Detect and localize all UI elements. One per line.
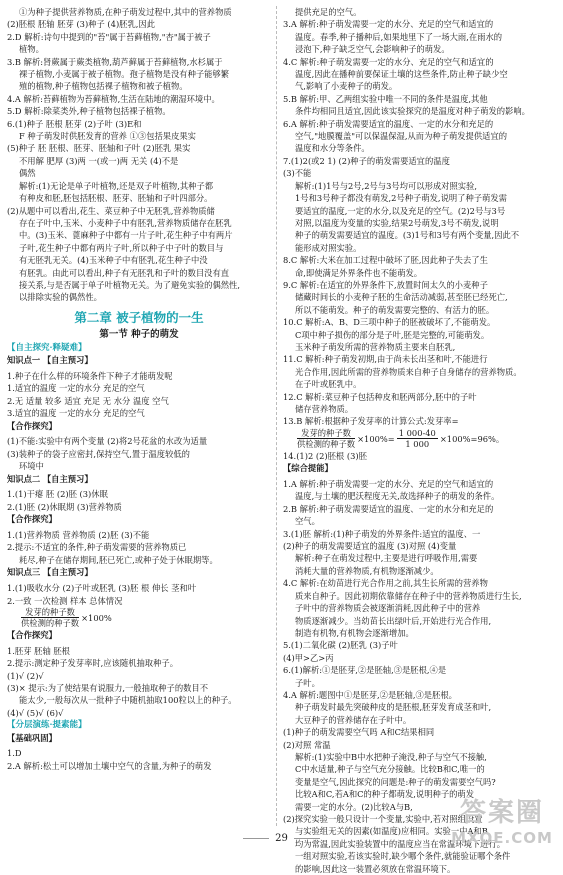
text-line: 有种皮和胚,胚包括胚根、胚芽、胚轴和子叶四部分。 [19,193,213,204]
text-line: (5)种子 胚 胚根、胚芽、胚轴和子叶 (2)胚乳 果实 [7,143,191,154]
basic-answers [7,747,271,772]
text-line: 11.C 解析:种子萌发初期,由于尚未长出茎和叶,不能进行 [283,354,488,365]
fraction-1 [297,428,355,449]
section-banner-practice: 【分层演练·提素能】 [7,720,87,731]
text-line: 的影响,因此这一装置必须放在常温环境下。 [295,863,456,874]
text-line: 子叶中的营养物质会被逐渐消耗,因此种子中的营养 [295,603,481,614]
k1-answers [7,370,271,420]
text-line: 条件均相同且适宜,因此该实验探究的是温度对种子萌发的影响。 [295,106,530,117]
text-line: 所以不能萌发。种子的萌发需要完整的、有活力的胚。 [295,304,495,315]
text-line: 要适宜的温度,一定的水分,以及充足的空气。(2)2号与3号 [295,205,506,216]
text-line: 耗尽,种子在储存期间,胚已死亡,或种子处于休眠期等。 [19,554,218,565]
fraction-1-denominator: 供检测的种子数 [297,439,356,450]
text-line: 解析:种子在萌发过程中,主要是进行呼吸作用,需要 [295,553,478,564]
knowledge-point-2: 知识点二 [7,473,41,484]
text-line: 有无胚乳无关。(4)玉米种子中有胚乳,花生种子中没 [19,255,208,266]
text-line: 1.(1)干瘪 胚 (2)胚 (3)休眠 [7,489,108,500]
text-line: 有胚乳。由此可以看出,种子有无胚乳和子叶的数目没有直 [19,267,230,278]
fraction-2 [397,428,438,449]
fraction [21,607,79,628]
text-line: C项中种子损伤的部分是子叶,胚是完整的,可能萌发。 [295,329,490,340]
text-line: 解析:(1)1号与2号,2号与3号均可以形成对照实验, [295,180,477,191]
section-title: 第一节 种子的萌发 [99,328,179,340]
text-line: 4.A 解析:苔藓植物为苔藓植物,生活在陆地的潮湿环境中。 [7,93,220,104]
text-line: 6.(1)种子 胚根 胚芽 (2)子叶 (3)E和 [7,118,142,129]
text-line: 对照,以温度为变量的实验,结果2号萌发,3号不萌发,说明 [295,217,499,228]
text-line: 存在子叶中,玉米、小麦种子中有胚乳,营养物质储存在胚乳 [19,217,232,228]
right-column [283,6,555,875]
text-line: 均为常温,因此实验装置中的温度应当在常温环境下进行。 [295,838,506,849]
text-line: (2)种子的萌发需要适宜的温度 (3)对照 (4)变量 [283,541,457,552]
text-line: 解析:(1)实验中B中水把种子淹没,种子与空气不接触, [295,751,487,762]
text-line: 光合作用,因此所需的营养物质来自种子自身储存的营养物质。 [295,366,522,377]
watermark-line-2: MXQE.COM [451,829,553,847]
text-line: (1)种子的萌发需要空气吗 A和C结果相同 [283,727,435,738]
text-line: 3.适宜的温度 一定的水分 充足的空气 [7,408,145,419]
text-line: (2)胚根 胚轴 胚芽 (3)种子 (4)胚乳,因此 [7,19,156,30]
text-line: 气,影响了小麦种子的萌发。 [295,81,398,92]
text-line: (2)对照 常温 [283,739,331,750]
text-line: 能形成对照实验。 [295,242,362,253]
k2-answers [7,488,271,513]
text-line: 能太少,一般每次从一批种子中随机抽取100粒以上的种子。 [19,695,237,706]
text-line: 12.C 解析:菜豆种子包括种皮和胚两部分,胚中的子叶 [283,391,477,402]
text-line: 制造有机物,有机物会逐渐增加。 [295,627,414,638]
text-line: 7.(1)2(或2 1) (2)种子的萌发需要适宜的温度 [283,155,450,166]
page-number-text: 29 [275,833,288,844]
text-line: 2.A 解析:松土可以增加土壤中空气的含量,为种子的萌发 [7,760,212,771]
knowledge-point-3: 知识点三 [7,567,41,578]
text-line: (3)不能 [283,168,312,179]
text-line: 变量是空气,因此探究的问题是:种子的萌发需要空气吗? [295,776,496,787]
text-line: 10.C 解析:A、B、D三项中种子的胚被破坏了,不能萌发。 [283,317,496,328]
text-line: 需要一定的水分。(2)比较A与B, [295,801,413,812]
text-line: 4.C 解析:种子萌发需要一定的水分、充足的空气和适宜的 [283,56,494,67]
text-line: 与实验组无关的因素(如温度)应相同。实验一中A和B [295,826,488,837]
text-line: 3.B 解析:肾蕨属于蕨类植物,葫芦藓属于苔藓植物,水杉属于 [7,56,223,67]
self-preview-heading-1: 【自主预习】 [42,355,93,366]
text-line: 2.提示:不适宜的条件,种子萌发需要的营养物质已 [7,542,187,553]
text-line: 空气,"地膜覆盖"可以保温保湿,从而为种子萌发提供适宜的 [295,131,508,142]
text-line: 不用解 肥厚 (3)两 一(或一)两 无关 (4)不是 [19,155,179,166]
text-line: 6.(1)解析:①是胚芽,②是胚轴,③是胚根,④是 [283,665,447,676]
watermark-logo [447,797,557,855]
text-line: 裸子植物,小麦属于被子植物。孢子植物是没有种子能够繁 [19,69,230,80]
text-line: F 种子萌发时供胚发育的营养 ①③包括果皮果实 [19,131,196,142]
text-line: 消耗大量的营养物质,有机物逐渐减少。 [295,565,439,576]
text-line: 4.A 解析:题图中①是胚芽,②是胚轴,③是胚根。 [283,689,457,700]
text-line: 命,即使满足外界条件也不能萌发。 [295,267,423,278]
text-line: 1.(1)吸收水分 (2)子叶或胚乳 (3)胚 根 伸长 茎和叶 [7,583,197,594]
text-line: 物质逐渐减少。当幼苗长出绿叶后,开始进行光合作用, [295,615,492,626]
text-line: (4)甲>乙>丙 [283,652,334,663]
text-line: 3.A 解析:种子萌发需要一定的水分、充足的空气和适宜的 [283,19,494,30]
text-line: 种子的萌发需要适宜的温度。(3)1号和3号有两个变量,因此不 [295,230,520,241]
text-line: 1号和3号种子都没有萌发,2号种子萌发,说明了种子萌发需 [295,193,507,204]
text-line: 3.(1)胚 解析:(1)种子萌发的外界条件:适宜的温度、一 [283,528,481,539]
coop-heading-2: 【合作探究】 [7,514,57,525]
text-line: (1)不能:实验中有两个变量 (2)将2号花盆的水改为适量 [7,436,208,447]
rate-calculation [283,428,555,450]
section-banner-explore: 【自主探究·释疑难】 [7,342,87,353]
text-line: 1.D [7,748,22,759]
text-line: 温度和水分等条件。 [295,143,370,154]
text-line: C中水适量,种子与空气充分接触。比较B和C,唯一的 [295,764,485,775]
fraction-2-numerator: 1 000-40 [398,428,436,439]
right-answers-a [283,6,555,428]
text-line: 6.A 解析:种子萌发需要适宜的温度、一定的水分和充足的 [283,118,494,129]
text-line: ①为种子提供营养物质,在种子萌发过程中,其中的营养物质 [19,7,232,17]
text-line: (3)装种子的袋子应密封,保持空气,置于温度较低的 [7,448,190,459]
basic-heading: 【基础巩固】 [7,732,57,743]
text-line: 1.A 解析:种子萌发需要一定的水分、充足的空气和适宜的 [283,479,494,490]
coop-heading-3: 【合作探究】 [7,629,57,640]
text-line: 温度,与土壤的肥沃程度无关,故选择种子的萌发的条件。 [295,491,500,502]
left-column [7,6,271,772]
column-divider [276,6,277,826]
text-line: 子叶,花生种子中都有两片子叶,所以种子中子叶的数目与 [19,242,224,253]
coop2-answers [7,529,271,566]
fraction-1-numerator: 发芽的种子数 [297,428,355,439]
text-line: 储存营养物质。 [295,404,354,414]
fraction-numerator: 发芽的种子数 [21,607,79,618]
knowledge-point-1: 知识点一 [7,355,41,366]
self-preview-heading-2: 【自主预习】 [42,473,93,484]
text-line: 1.(1)营养物质 营养物质 (2)胚 (3)不能 [7,530,150,541]
self-preview-heading-3: 【自主预习】 [42,567,93,578]
text-line: 储藏时间长的小麦种子胚的生命活动减弱,甚至胚已经死亡, [295,292,508,303]
judgement-answers [7,670,271,720]
coop1-answers [7,435,271,472]
fraction-1-mid: ×100%= [357,433,395,444]
text-line: 比较A和C,若A和C的种子都萌发,说明种子的萌发 [295,789,475,800]
text-line: 空气。 [295,516,320,527]
text-line: 解析:(1)无论是单子叶植物,还是双子叶植物,其种子都 [19,180,214,191]
text-line: 4.C 解析:在幼苗进行光合作用之前,其生长所需的营养物 [283,578,488,589]
text-line: 5.(1)二氧化碳 (2)胚乳 (3)子叶 [283,640,398,651]
text-line: 1.适宜的温度 一定的水分 充足的空气 [7,383,145,394]
text-line: 浸泡下,种子缺乏空气,会影响种子的萌发。 [295,44,450,55]
text-line: (2)从题中可以看出,花生、菜豆种子中无胚乳,营养物质储 [7,205,215,216]
text-line: (2)探究实验一般只设计一个变量,实验中,若对照组设置 [283,814,483,824]
text-line: 9.C 解析:在适宜的外界条件下,放置时间太久的小麦种子 [283,279,488,290]
text-line: 子叶。 [295,677,320,688]
text-line: (4)√ (5)√ (6)√ [7,707,64,718]
text-line: 中。(3)玉米、蓖麻种子中都有一片子叶,花生种子中有两片 [19,230,233,241]
text-line: 质来自种子。因此初期依靠储存在种子中的营养物质进行生长, [295,590,522,601]
text-line: 温度,因此在播种前要保证土壤的这些条件,防止种子缺少空 [295,69,508,80]
text-line: 在子叶或胚乳中。 [295,379,362,390]
text-line: 2.B 解析:种子萌发需要适宜的温度、一定的水分和充足的 [283,503,494,514]
page-number-rule-right [294,838,320,839]
k3-answers [7,582,271,607]
text-line: (3)× 提示:为了使结果有说服力,一般抽取种子的数目不 [7,682,209,693]
text-line: 2.D 解析:诗句中提到的"苔"属于苔藓植物,"杏"属于被子 [7,31,211,42]
watermark-line-1: 答案圈 [459,798,544,828]
comprehensive-heading: 【综合提能】 [283,463,333,474]
text-line: 一组对照实验,若该实验时,缺少哪个条件,就能验证哪个条件 [295,851,511,862]
page-number-rule-left [243,838,269,839]
text-line: 殖的植物,种子植物包括裸子植物和被子植物。 [19,81,188,92]
text-line: 2.提示:测定种子发芽率时,应该随机抽取种子。 [7,658,178,669]
left-top-answers [7,6,271,304]
text-line: 接关系,与是否属于单子叶植物无关。为了避免实验的偶然性, [19,279,240,290]
text-line: 温度。春季,种子播种后,如果地里下了一场大雨,在雨水的 [295,31,503,42]
text-line: 偶然 [19,168,36,179]
text-line: 1.胚芽 胚轴 胚根 [7,645,70,656]
coop3-answers [7,645,271,670]
text-line: 1.种子在什么样的环境条件下种子才能萌发呢 [7,370,173,381]
text-line: 2.(1)胚 (2)休眠期 (3)营养物质 [7,501,122,512]
text-line: 以排除实验的偶然性。 [19,292,102,303]
text-line: (1)√ (2)√ [7,670,44,681]
text-line: 2.一致 一次检测 样本 总体情况 [7,595,123,606]
text-line: 5.B 解析:甲、乙两组实验中唯一不同的条件是温度,其他 [283,93,488,104]
fraction-2-denominator: 1 000 [405,439,430,450]
text-line: 植物。 [19,44,44,55]
chapter-title: 第二章 被子植物的一生 [74,309,204,325]
text-line: 13.B 解析:根据种子发芽率的计算公式:发芽率= [283,416,459,427]
answer-line-14: 14.(1)2 (2)胚根 (3)胚 [283,450,367,461]
fraction-denominator: 供检测的种子数 [21,618,80,629]
text-line: 玉米种子萌发所需的营养物质主要来自胚乳, [295,341,456,352]
coop-heading-1: 【合作探究】 [7,420,57,431]
text-line: 种子萌发时最先突破种皮的是胚根,胚芽发育成茎和叶, [295,702,492,713]
germination-rate-formula [7,607,271,629]
text-line: 5.D 解析:除菜类外,种子植物包括裸子植物。 [7,106,171,117]
text-line: 环境中 [19,461,44,472]
fraction-tail: ×100% [81,612,112,623]
text-line: 提供充足的空气。 [295,7,362,17]
fraction-tail: ×100%=96%。 [439,433,505,444]
text-line: 2.无 适量 较多 适宜 充足 无 水分 温度 空气 [7,395,169,406]
text-line: 8.C 解析:大米在加工过程中破坏了胚,因此种子失去了生 [283,255,488,266]
text-line: 大豆种子的营养储存在子叶中。 [295,714,412,725]
